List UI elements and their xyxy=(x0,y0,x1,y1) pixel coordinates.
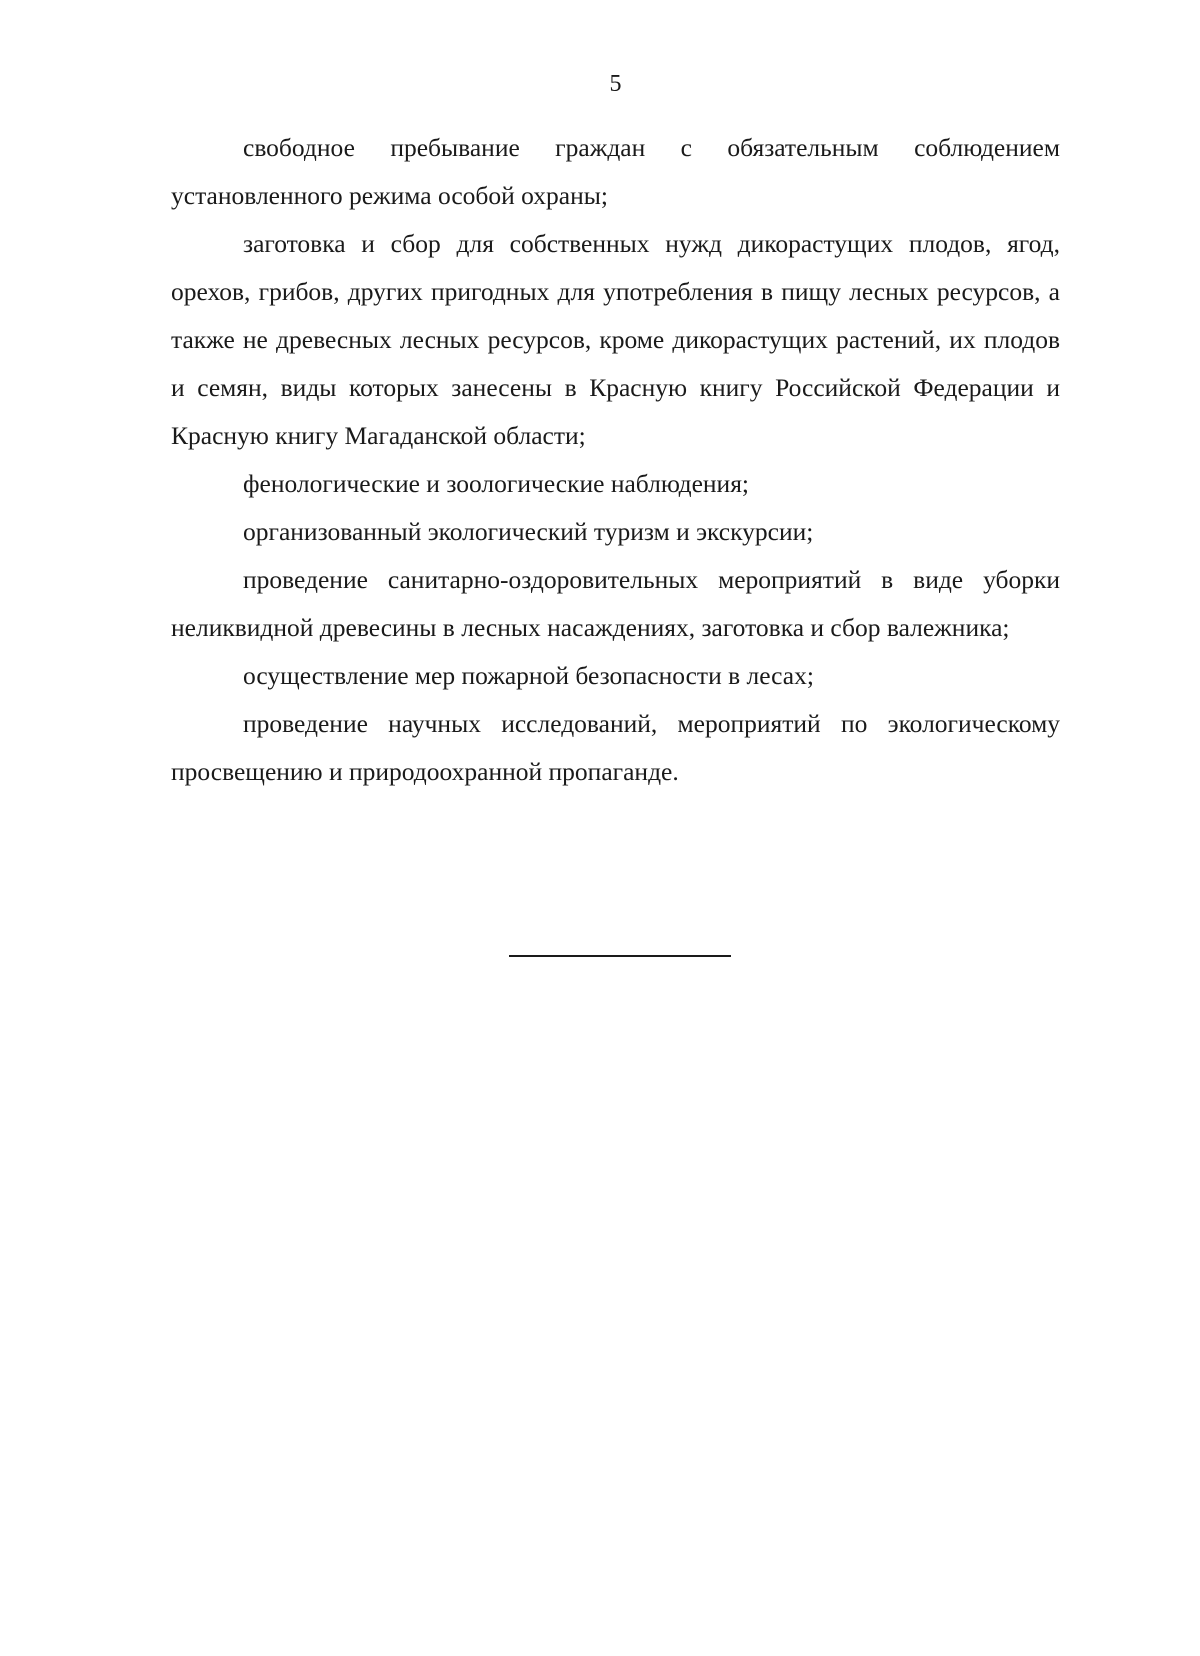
page-number: 5 xyxy=(609,71,622,97)
end-of-text-rule xyxy=(509,955,731,957)
paragraph: проведение санитарно-оздоровительных мероприятий в виде уборки неликвидной древесины в лесных насаждениях, заготовка и сбор валежника; xyxy=(171,565,1060,642)
paragraph: заготовка и сбор для собственных нужд дикорастущих плодов, ягод, орехов, грибов, других пригодных для употребления в пищу лесных ресурсов, а также не древесных лесных ресурсов, кроме дикорастущих растений, их плодов и семян, виды которых занесены в Красную книгу Российской Федерации и Красную книгу Магаданской области; xyxy=(171,229,1060,450)
paragraph: организованный экологический туризм и экскурсии; xyxy=(243,517,814,546)
paragraph: свободное пребывание граждан с обязательным соблюдением установленного режима особой охраны; xyxy=(171,133,1060,210)
document-body xyxy=(171,124,1060,796)
paragraph: фенологические и зоологические наблюдения; xyxy=(243,469,750,498)
paragraph: проведение научных исследований, мероприятий по экологическому просвещению и природоохранной пропаганде. xyxy=(171,709,1060,786)
paragraph: осуществление мер пожарной безопасности в лесах; xyxy=(243,661,814,690)
